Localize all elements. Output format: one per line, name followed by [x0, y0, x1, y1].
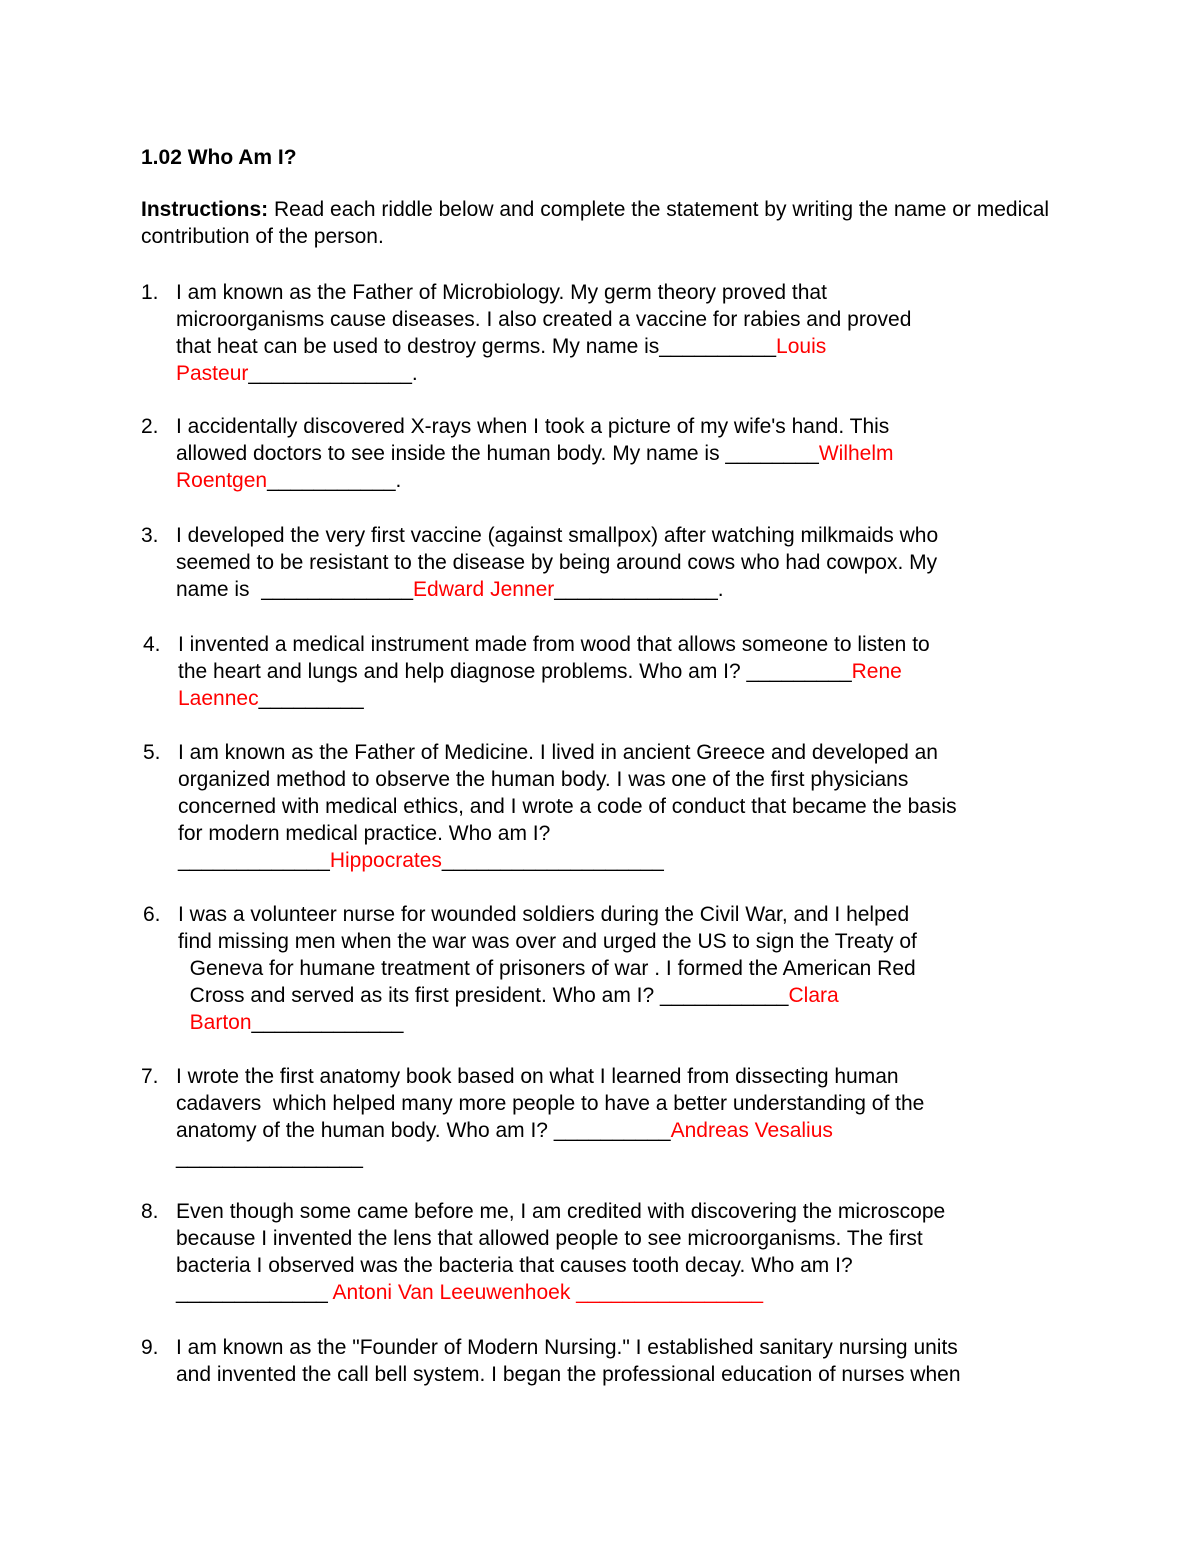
- question-line: [176, 1117, 924, 1144]
- instructions-text: Read each riddle below and complete the statement by writing the name or medical contribution of the person.: [141, 198, 1050, 248]
- instructions: [141, 196, 1091, 250]
- question-text: I was a volunteer nurse for wounded soldiers during the Civil War, and I helped: [178, 903, 910, 926]
- question-line: [178, 820, 957, 847]
- question-line: [178, 982, 917, 1009]
- question-text: for modern medical practice. Who am I?: [178, 822, 551, 845]
- answer-text: Rene: [851, 660, 902, 683]
- question-text: ___________________: [441, 849, 664, 872]
- question-number: 7.: [141, 1065, 159, 1088]
- question-text: seemed to be resistant to the disease by being around cows who had cowpox. My: [176, 551, 938, 574]
- answer-text: Wilhelm: [818, 442, 894, 465]
- answer-text: Roentgen: [176, 469, 268, 492]
- question-text: I developed the very first vaccine (against smallpox) after watching milkmaids who: [176, 524, 939, 547]
- question-number: 3.: [141, 524, 159, 547]
- question-text: the heart and lungs and help diagnose problems. Who am I? _________: [178, 660, 852, 683]
- question-text: organized method to observe the human body. I was one of the first physicians: [178, 768, 909, 791]
- question-7: [141, 1063, 925, 1171]
- answer-text: Barton: [189, 1011, 252, 1034]
- question-line: [176, 549, 938, 576]
- question-1: [141, 279, 912, 387]
- question-line: [176, 413, 894, 440]
- question-text: name is _____________: [176, 578, 414, 601]
- question-text: Geneva for humane treatment of prisoners of war . I formed the American Red: [178, 957, 916, 980]
- question-line: [176, 1198, 945, 1225]
- question-4: [143, 631, 930, 712]
- question-text: ________________: [176, 1146, 363, 1169]
- question-line: [178, 928, 917, 955]
- question-line: [176, 467, 894, 494]
- question-text: cadavers which helped many more people to have a better understanding of the: [176, 1092, 925, 1115]
- question-line: [176, 1144, 924, 1171]
- question-line: [178, 739, 957, 766]
- question-line: [178, 847, 957, 874]
- question-text: Even though some came before me, I am credited with discovering the microscope: [176, 1200, 946, 1223]
- question-5: [143, 739, 957, 874]
- question-text: find missing men when the war was over and urged the US to sign the Treaty of: [178, 930, 917, 953]
- question-text: bacteria I observed was the bacteria that causes tooth decay. Who am I?: [176, 1254, 853, 1277]
- answer-text: Andreas Vesalius: [670, 1119, 833, 1142]
- question-text: _____________: [251, 1011, 404, 1034]
- question-text: ______________.: [248, 362, 418, 385]
- question-3: [141, 522, 939, 603]
- question-text: I am known as the Father of Microbiology. My germ theory proved that: [176, 281, 827, 304]
- instructions-label: Instructions:: [141, 198, 269, 221]
- question-line: [176, 1252, 945, 1279]
- page-title: 1.02 Who Am I?: [141, 146, 297, 169]
- answer-text: Clara: [788, 984, 839, 1007]
- question-line: [178, 658, 930, 685]
- question-line: [178, 1009, 917, 1036]
- question-number: 4.: [143, 633, 161, 656]
- question-line: [176, 522, 938, 549]
- question-text: I am known as the "Founder of Modern Nursing." I established sanitary nursing units: [176, 1336, 958, 1359]
- question-6: [143, 901, 917, 1036]
- question-text: ______________.: [554, 578, 724, 601]
- answer-text: Laennec: [178, 687, 259, 710]
- question-text: allowed doctors to see inside the human body. My name is ________: [176, 442, 819, 465]
- question-9: [141, 1334, 961, 1388]
- question-text: [178, 1011, 190, 1034]
- question-line: [178, 685, 930, 712]
- question-line: [176, 1063, 924, 1090]
- answer-text: Antoni Van Leeuwenhoek ________________: [332, 1281, 764, 1304]
- question-line: [176, 1225, 945, 1252]
- question-line: [178, 766, 957, 793]
- question-line: [178, 631, 930, 658]
- question-text: I wrote the first anatomy book based on what I learned from dissecting human: [176, 1065, 899, 1088]
- question-text: _____________: [178, 849, 330, 872]
- question-number: 8.: [141, 1200, 159, 1223]
- question-text: concerned with medical ethics, and I wrote a code of conduct that became the basis: [178, 795, 957, 818]
- question-number: 2.: [141, 415, 159, 438]
- question-2: [141, 413, 894, 494]
- question-text: that heat can be used to destroy germs. My name is__________: [176, 335, 777, 358]
- question-text: I invented a medical instrument made from wood that allows someone to listen to: [178, 633, 930, 656]
- question-number: 9.: [141, 1336, 159, 1359]
- question-text: Cross and served as its first president. Who am I? ___________: [178, 984, 789, 1007]
- question-line: [176, 333, 911, 360]
- question-line: [176, 576, 938, 603]
- question-text: and invented the call bell system. I began the professional education of nurses when: [176, 1363, 961, 1386]
- question-text: because I invented the lens that allowed people to see microorganisms. The first: [176, 1227, 923, 1250]
- question-line: [176, 440, 894, 467]
- question-text: I accidentally discovered X-rays when I took a picture of my wife's hand. This: [176, 415, 890, 438]
- question-text: _________: [258, 687, 364, 710]
- question-text: anatomy of the human body. Who am I? __________: [176, 1119, 671, 1142]
- answer-text: Pasteur: [176, 362, 249, 385]
- question-line: [176, 1090, 924, 1117]
- answer-text: Edward Jenner: [413, 578, 555, 601]
- question-line: [176, 1361, 961, 1388]
- question-number: 1.: [141, 281, 159, 304]
- question-text: _____________: [176, 1281, 333, 1304]
- answer-text: Louis: [776, 335, 827, 358]
- question-text: microorganisms cause diseases. I also created a vaccine for rabies and proved: [176, 308, 912, 331]
- question-line: [176, 1279, 945, 1306]
- question-text: I am known as the Father of Medicine. I lived in ancient Greece and developed an: [178, 741, 938, 764]
- question-line: [176, 306, 911, 333]
- question-number: 5.: [143, 741, 161, 764]
- question-line: [178, 901, 917, 928]
- question-line: [176, 279, 911, 306]
- question-number: 6.: [143, 903, 161, 926]
- question-8: [141, 1198, 946, 1306]
- question-line: [176, 360, 911, 387]
- question-line: [178, 955, 917, 982]
- question-line: [176, 1334, 961, 1361]
- answer-text: Hippocrates: [329, 849, 442, 872]
- question-text: ___________.: [267, 469, 402, 492]
- question-line: [178, 793, 957, 820]
